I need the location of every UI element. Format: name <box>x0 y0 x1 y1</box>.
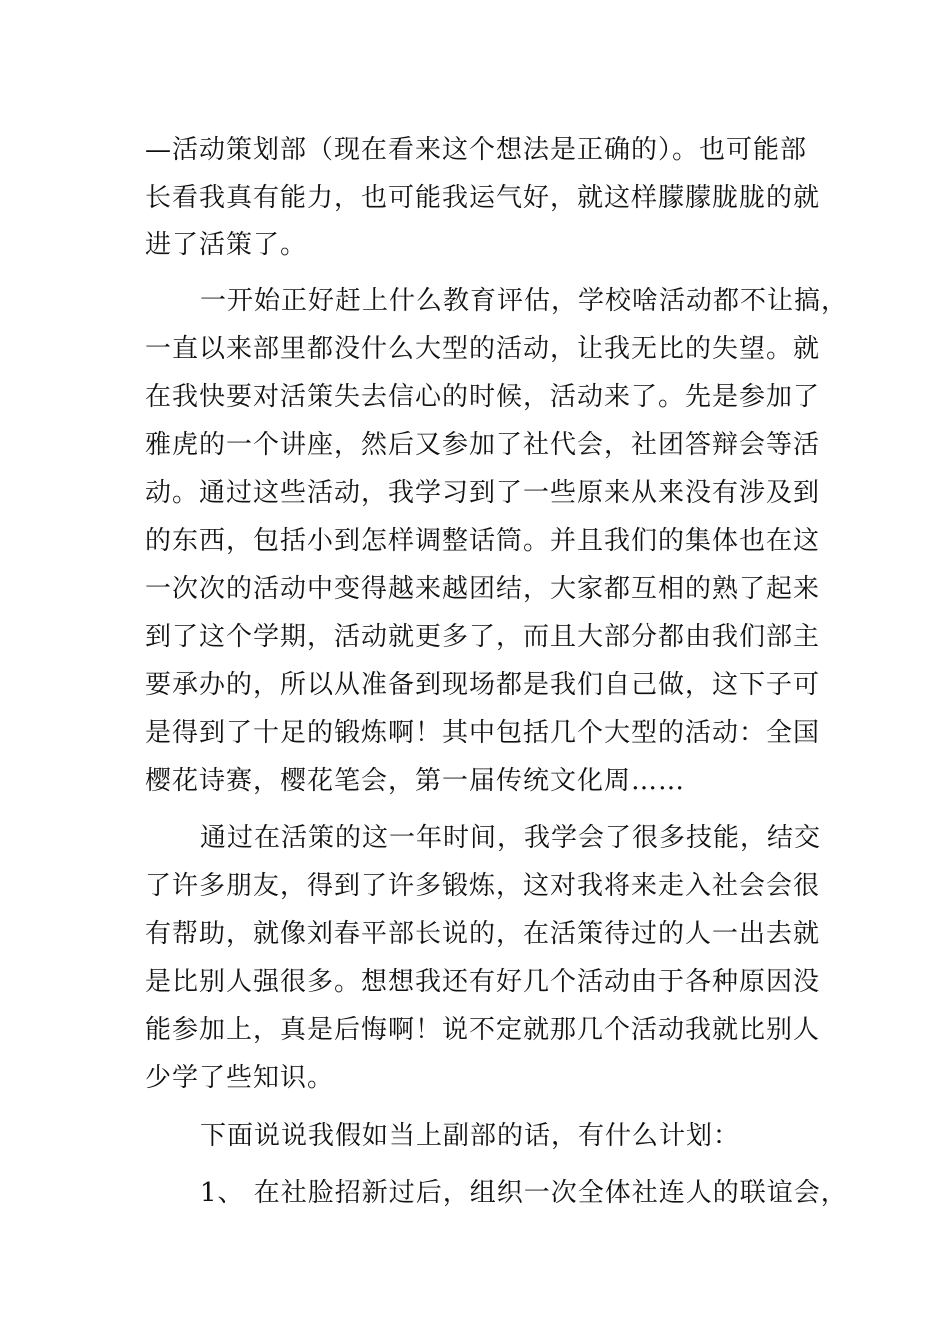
text-line: 要承办的，所以从准备到现场都是我们自己做，这下子可 <box>145 670 821 700</box>
text-line: 到了这个学期，活动就更多了，而且大部分都由我们部主 <box>145 622 821 652</box>
text-line: 是比别人强很多。想想我还有好几个活动由于各种原因没 <box>145 967 821 997</box>
text-line: 进了活策了。 <box>145 230 308 260</box>
text-line: 动。通过这些活动，我学习到了一些原来从来没有涉及到 <box>145 478 821 508</box>
text-line: 在我快要对活策失去信心的时候，活动来了。先是参加了 <box>145 382 821 412</box>
text-line: 少学了些知识。 <box>145 1063 335 1093</box>
text-line: 一次次的活动中变得越来越团结，大家都互相的熟了起来 <box>145 574 821 604</box>
paragraph-first-line: 一开始正好赶上什么教育评估，学校啥活动都不让搞， <box>200 286 849 316</box>
text-line: 的东西，包括小到怎样调整话筒。并且我们的集体也在这 <box>145 526 821 556</box>
text-line: 了许多朋友，得到了许多锻炼，这对我将来走入社会会很 <box>145 871 821 901</box>
paragraph-first-line: 通过在活策的这一年时间，我学会了很多技能，结交 <box>200 823 822 853</box>
text-line: 樱花诗赛，樱花笔会，第一届传统文化周…… <box>145 766 686 796</box>
text-line: 能参加上，真是后悔啊！说不定就那几个活动我就比别人 <box>145 1015 821 1045</box>
text-line: 一直以来部里都没什么大型的活动，让我无比的失望。就 <box>145 334 821 364</box>
text-line: 雅虎的一个讲座，然后又参加了社代会，社团答辩会等活 <box>145 430 821 460</box>
text-line: 有帮助，就像刘春平部长说的，在活策待过的人一出去就 <box>145 919 821 949</box>
text-line: 长看我真有能力，也可能我运气好，就这样朦朦胧胧的就 <box>145 183 821 213</box>
text-line: —活动策划部（现在看来这个想法是正确的）。也可能部 <box>145 135 808 165</box>
list-item: 1、 在社脸招新过后，组织一次全体社连人的联谊会， <box>200 1178 848 1208</box>
text-line: 是得到了十足的锻炼啊！其中包括几个大型的活动：全国 <box>145 718 821 748</box>
paragraph-first-line: 下面说说我假如当上副部的话，有什么计划： <box>200 1121 741 1151</box>
